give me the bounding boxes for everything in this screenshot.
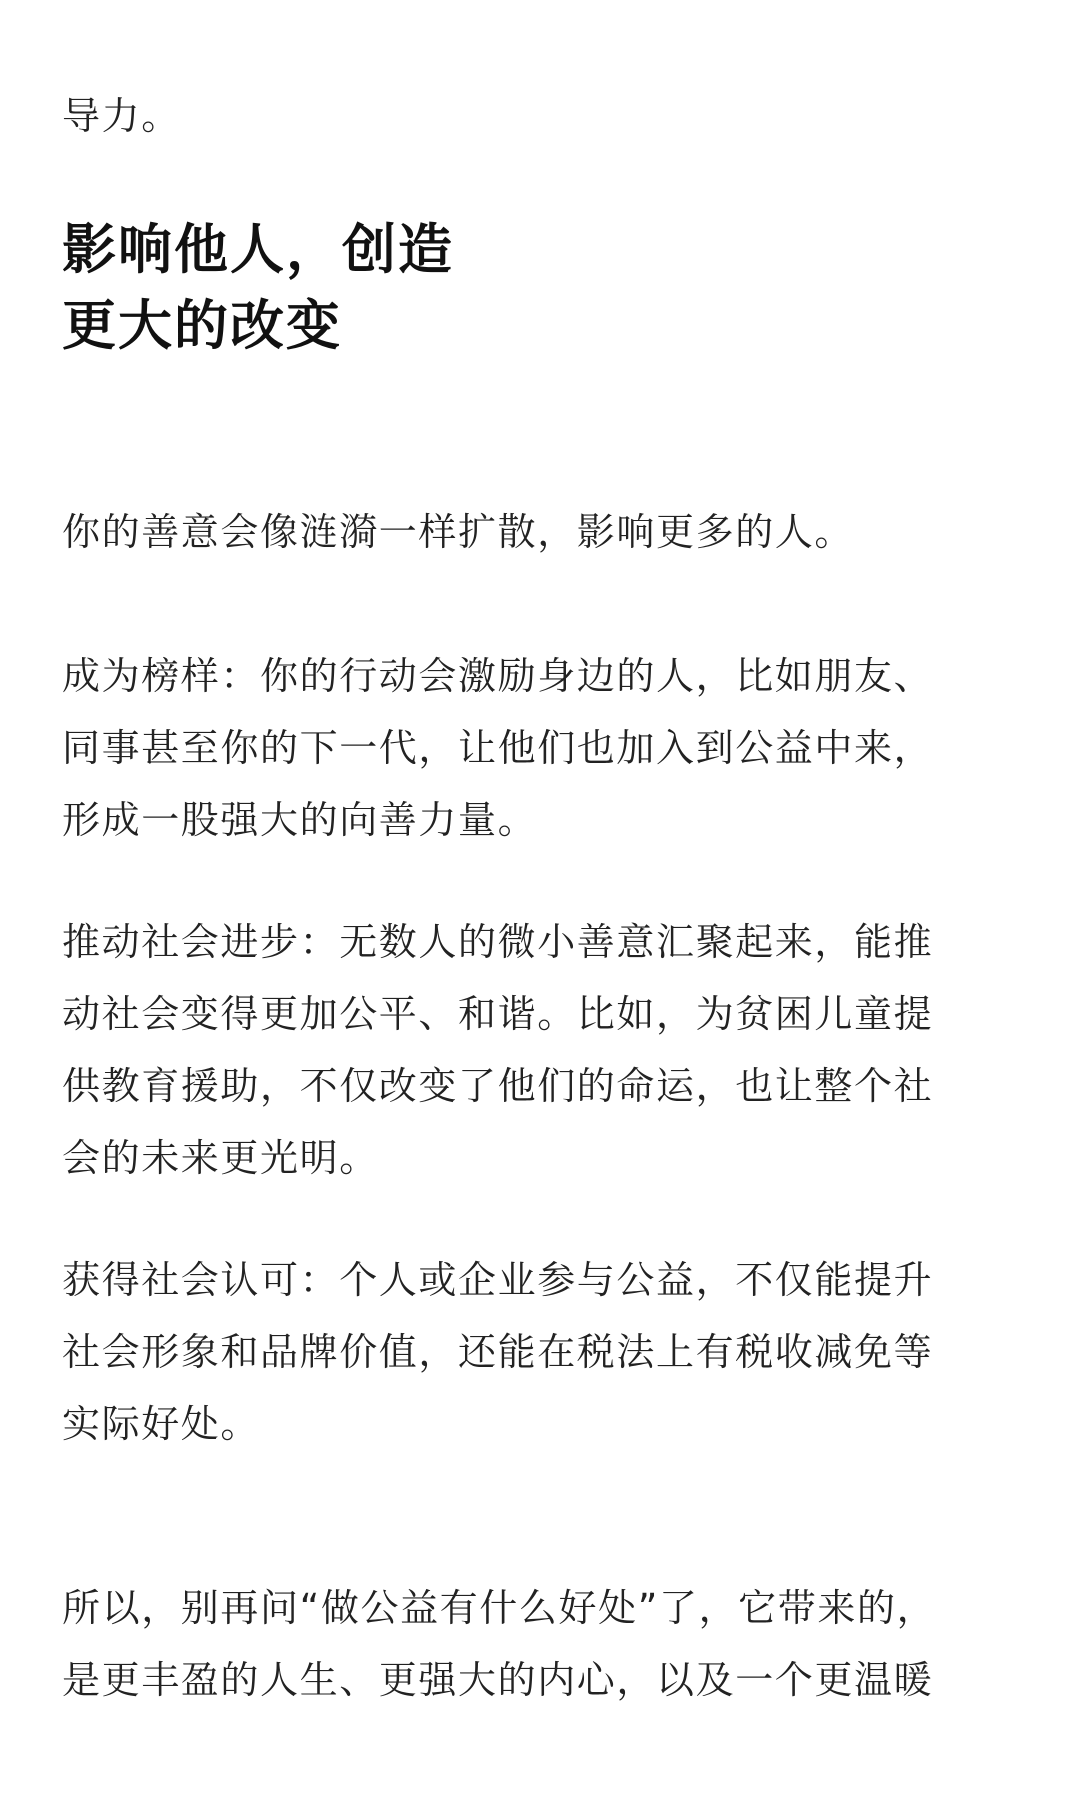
intro-tail-text bbox=[62, 80, 181, 152]
paragraph-social-recognition bbox=[62, 1244, 933, 1460]
text-line: 供教育援助，不仅改变了他们的命运，也让整个社 bbox=[62, 1064, 934, 1108]
text-line: 动社会变得更加公平、和谐。比如，为贫困儿童提 bbox=[62, 992, 934, 1036]
text-line: 获得社会认可：个人或企业参与公益，不仅能提升 bbox=[62, 1258, 934, 1302]
text-line: 导力。 bbox=[62, 94, 181, 138]
text-line: 成为榜样：你的行动会激励身边的人，比如朋友、 bbox=[62, 654, 934, 698]
text-line: 所以，别再问“做公益有什么好处”了，它带来的， bbox=[62, 1586, 937, 1630]
paragraph-social-progress bbox=[62, 906, 933, 1194]
text-line: 形成一股强大的向善力量。 bbox=[62, 798, 538, 842]
section-heading bbox=[62, 212, 454, 364]
text-line: 推动社会进步：无数人的微小善意汇聚起来，能推 bbox=[62, 920, 934, 964]
text-line: 你的善意会像涟漪一样扩散，影响更多的人。 bbox=[62, 510, 855, 554]
text-line: 会的未来更光明。 bbox=[62, 1136, 379, 1180]
text-line: 社会形象和品牌价值，还能在税法上有税收减免等 bbox=[62, 1330, 934, 1374]
paragraph-role-model bbox=[62, 640, 933, 856]
heading-line-1: 影响他人，创造 bbox=[62, 218, 454, 281]
paragraph-conclusion bbox=[62, 1572, 936, 1716]
text-line: 实际好处。 bbox=[62, 1402, 261, 1446]
text-line: 是更丰盈的人生、更强大的内心，以及一个更温暖 bbox=[62, 1658, 934, 1702]
lead-paragraph bbox=[62, 496, 854, 568]
text-line: 同事甚至你的下一代，让他们也加入到公益中来， bbox=[62, 726, 934, 770]
heading-line-2: 更大的改变 bbox=[62, 294, 342, 357]
